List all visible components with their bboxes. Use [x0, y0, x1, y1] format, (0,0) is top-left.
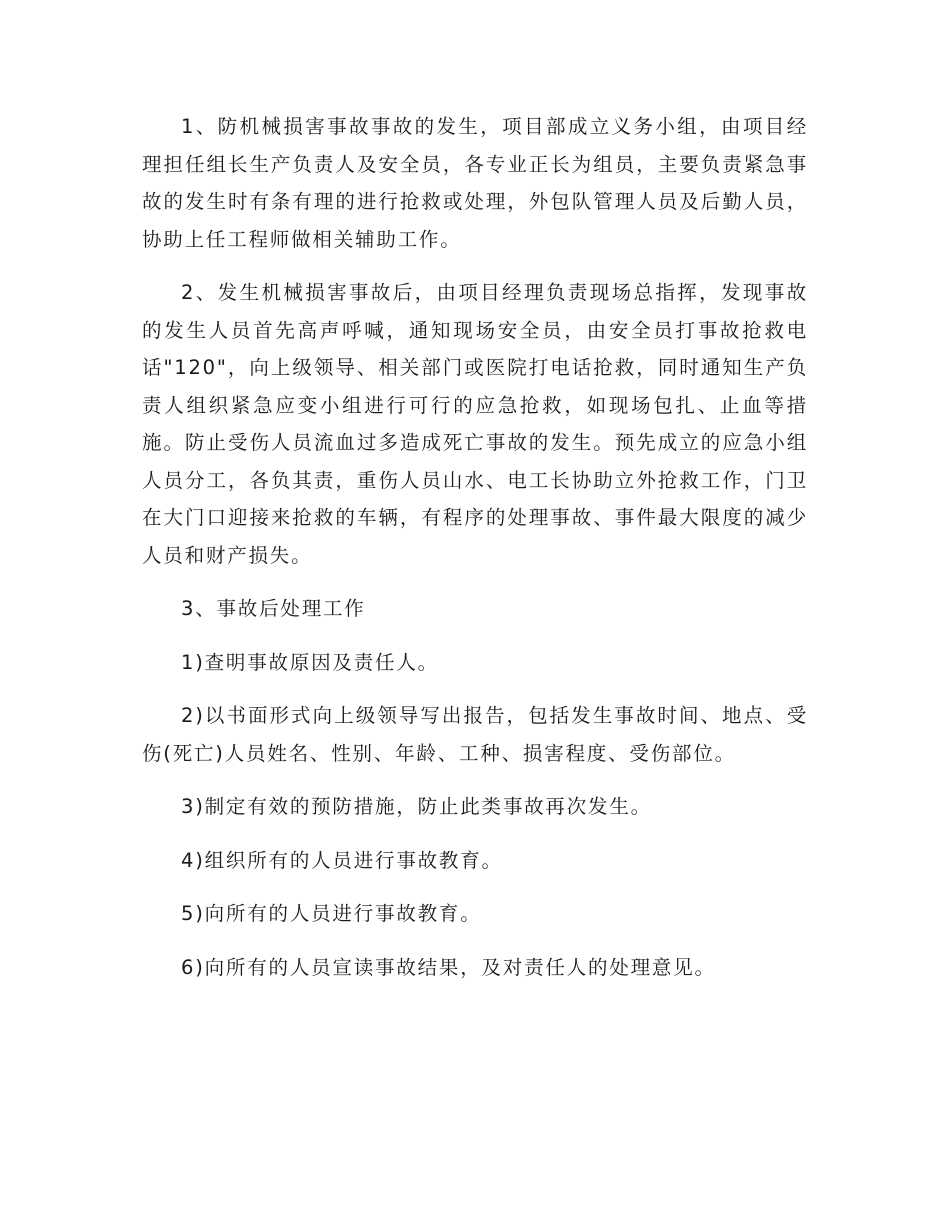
document-body [142, 108, 808, 1002]
list-item-6: 6)向所有的人员宣读事故结果，及对责任人的处理意见。 [181, 955, 716, 979]
list-item-3: 3)制定有效的预防措施，防止此类事故再次发生。 [181, 795, 652, 818]
list-item-2: 2)以书面形式向上级领导写出报告，包括发生事故时间、地点、受伤(死亡)人员姓名、性别、年龄、工种、损害程度、受伤部位。 [142, 704, 808, 765]
paragraph-2: 2、发生机械损害事故后，由项目经理负责现场总指挥，发现事故的发生人员首先高声呼喊，通知现场安全员，由安全员打事故抢救电话"120"，向上级领导、相关部门或医院打电话抢救，同时通知生产负责人组织紧急应变小组进行可行的应急抢救，如现场包扎、止血等措施。防止受伤人员流血过多造成死亡事故的发生。预先成立的应急小组人员分工，各负其责，重伤人员山水、电工长协助立外抢救工作，门卫在大门口迎接来抢救的车辆，有程序的处理事故、事件最大限度的减少人员和财产损失。 [142, 281, 808, 567]
paragraph-1: 1、防机械损害事故事故的发生，项目部成立义务小组，由项目经理担任组长生产负责人及安全员，各专业正长为组员，主要负责紧急事故的发生时有条有理的进行抢救或处理，外包队管理人员及后勤人员，协助上任工程师做相关辅助工作。 [142, 115, 808, 251]
list-item-4: 4)组织所有的人员进行事故教育。 [181, 848, 503, 872]
list-item-5: 5)向所有的人员进行事故教育。 [181, 902, 482, 925]
section-heading-3: 3、事故后处理工作 [181, 597, 366, 620]
list-item-1: 1)查明事故原因及责任人。 [181, 650, 439, 674]
